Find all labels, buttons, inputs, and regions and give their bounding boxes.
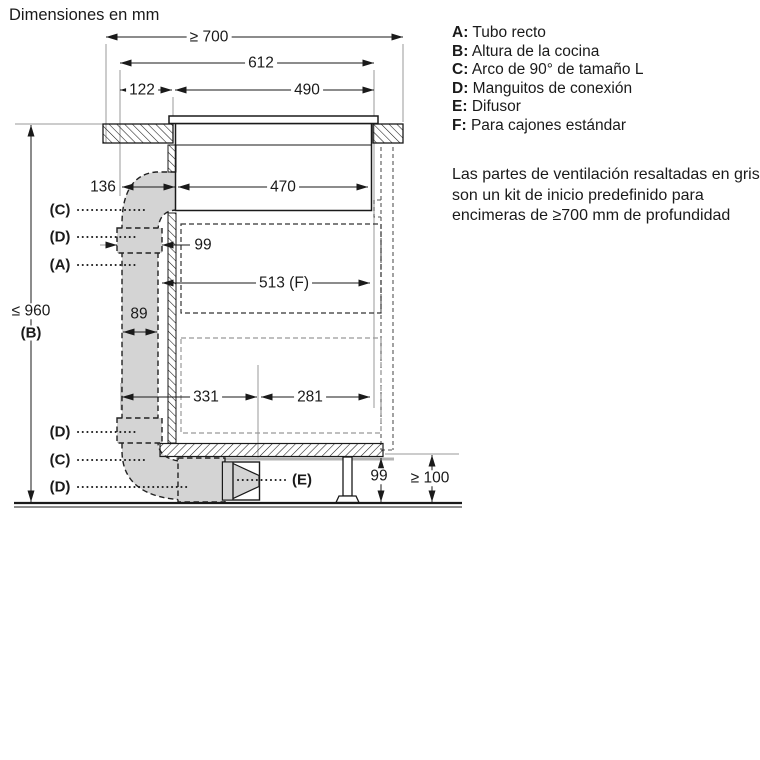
dim-rear-section: 281 [294, 389, 326, 405]
dim-diffuser-height: 99 [367, 468, 390, 484]
callout-straight-tube: (A) [49, 256, 71, 274]
page-title: Dimensiones en mm [9, 6, 160, 24]
duct-sleeve-bottom [117, 418, 162, 443]
drawer-outline-lower [181, 338, 381, 433]
legend-text: Arco de 90° de tamaño L [471, 61, 644, 78]
cabinet-leg [336, 457, 359, 503]
legend-text: Para cajones estándar [470, 116, 627, 134]
dim-plinth-clearance: ≥ 100 [408, 470, 453, 486]
callout-elbow-bottom: (C) [49, 451, 71, 469]
worktop-left [103, 124, 173, 143]
hob-glass-top [169, 116, 378, 124]
legend-text: Manguitos de conexión [472, 79, 633, 97]
cabinet-wall-upper [168, 145, 176, 172]
hob-body [176, 124, 372, 211]
legend-key: E: [452, 98, 468, 115]
dim-height-key: (B) [18, 326, 45, 341]
legend-text: Altura de la cocina [471, 42, 600, 60]
cabinet-structure [14, 116, 462, 507]
callout-elbow-top: (C) [49, 201, 71, 219]
dim-cutout-width: 490 [291, 82, 323, 98]
legend-key: C: [452, 61, 469, 78]
cabinet-wall-lower [168, 213, 176, 443]
legend-key: F: [452, 116, 467, 134]
rear-channel [374, 147, 393, 450]
callout-sleeve-bottom: (D) [49, 423, 71, 441]
dim-worktop-depth: ≥ 700 [187, 29, 232, 45]
legend-text: Tubo recto [472, 24, 546, 41]
dim-max-height: ≤ 960 [9, 303, 54, 319]
legend-key: B: [452, 42, 469, 60]
dim-duct-width: 89 [130, 305, 148, 323]
dim-front-section: 331 [190, 389, 222, 405]
duct-sleeve-floor [178, 458, 225, 502]
dim-connector-diameter: 99 [194, 236, 212, 254]
gray-kit-note: Las partes de ventilación resaltadas en gris son un kit de inicio predefinido para encimeras de ≥700 mm de profundidad [452, 166, 760, 224]
duct-sleeve-top [117, 228, 162, 253]
callout-sleeve-top: (D) [49, 228, 71, 246]
legend-key: D: [452, 79, 469, 97]
dim-hob-inner-width: 470 [267, 179, 299, 195]
callout-diffuser: (E) [292, 471, 312, 489]
callout-sleeve-floor: (D) [49, 478, 71, 496]
legend-text: Difusor [471, 98, 521, 115]
diffuser [223, 462, 260, 500]
worktop-right [373, 124, 403, 143]
dim-rear-offset: 122 [126, 82, 158, 98]
dim-total-width: 612 [245, 55, 277, 71]
cabinet-bottom-panel [160, 444, 383, 457]
dim-drawer-depth: 513 (F) [256, 275, 312, 291]
dim-duct-offset: 136 [90, 178, 116, 196]
legend-key: A: [452, 24, 469, 41]
